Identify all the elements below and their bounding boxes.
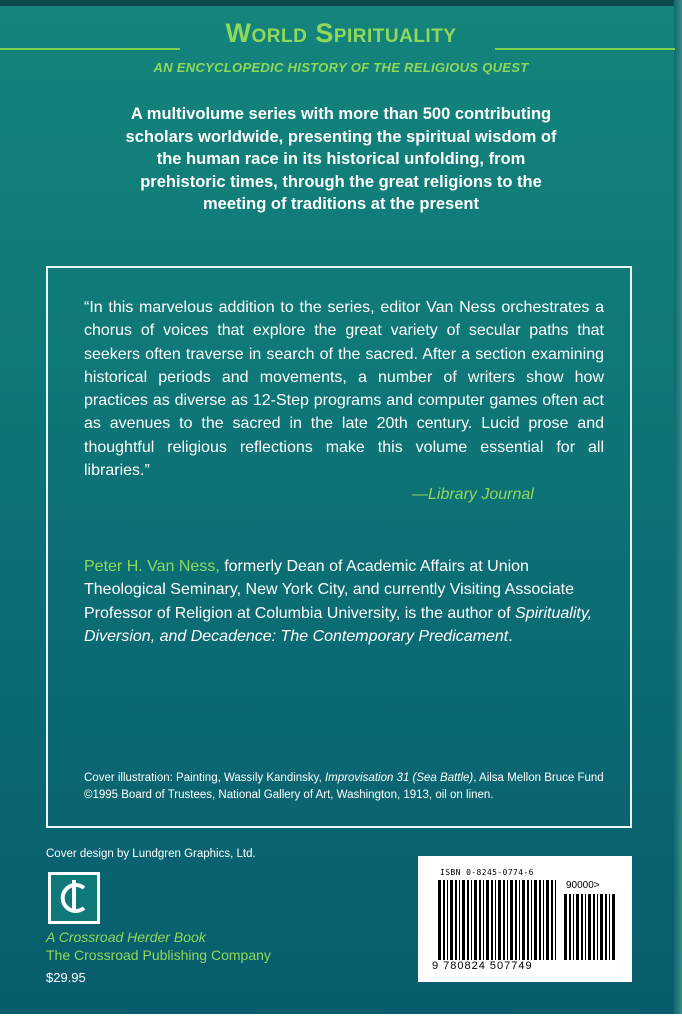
cover-illustration-credit [84, 770, 606, 804]
right-edge [674, 0, 682, 1024]
bio-book-title: Spirituality, Diversion, and Decadence: The Contemporary Predicament [84, 604, 593, 645]
barcode-addon-icon [564, 894, 616, 960]
credit-prefix: Cover illustration: Painting, Wassily Kandinsky, [84, 772, 325, 784]
barcode-main-icon [438, 880, 558, 960]
publisher-imprint: A Crossroad Herder Book [46, 929, 206, 945]
credit-suffix: , Ailsa Mellon Bruce Fund ©1995 Board of Trustees, National Gallery of Art, Washington, 1913, oil on linen. [84, 772, 604, 801]
series-title: World Spirituality [225, 18, 457, 48]
publisher-company: The Crossroad Publishing Company [46, 947, 271, 963]
bio-text-1: formerly Dean of Academic Affairs at Union Theological Seminary, New York City, and currently Visiting Associate Professor of Religion at Columbia University, is the author of [84, 558, 575, 622]
crossroad-logo-icon [48, 872, 100, 924]
price: $29.95 [46, 970, 86, 985]
cover-design-credit: Cover design by Lundgren Graphics, Ltd. [46, 848, 256, 860]
ean-digits: 9 780824 507749 [432, 960, 533, 972]
bio-text-2: . [508, 627, 513, 645]
publisher-block [46, 928, 271, 964]
review-source: —Library Journal [412, 486, 534, 503]
editor-name: Peter H. Van Ness, [84, 558, 220, 575]
review-quote: “In this marvelous addition to the series, editor Van Ness orchestrates a chorus of voices that explore the great variety of secular paths that seekers often traverse in search of the sacred. After a section examining historical periods and movements, a number of writers show how practices as diverse as 12-Step programs and computer games often act as avenues to the sacred in the late 20th century. Lucid prose and thoughtful religious reflections make this volume essential for all libraries.” [84, 299, 604, 480]
barcode-card [418, 856, 632, 982]
series-blurb: A multivolume series with more than 500 contributing scholars worldwide, presenting the spiritual wisdom of the human race in its historical unfolding, from prehistoric times, through the great religions to the meeting of traditions at the present [125, 105, 557, 213]
price-code: 90000> [566, 880, 600, 891]
bottom-edge [0, 1014, 682, 1024]
series-subtitle: AN ENCYCLOPEDIC HISTORY OF THE RELIGIOUS QUEST [153, 60, 529, 75]
editor-bio [84, 555, 604, 648]
isbn-text: ISBN 0-8245-0774-6 [440, 868, 534, 877]
top-edge [0, 0, 682, 6]
credit-artwork: Improvisation 31 (Sea Battle) [324, 772, 474, 784]
